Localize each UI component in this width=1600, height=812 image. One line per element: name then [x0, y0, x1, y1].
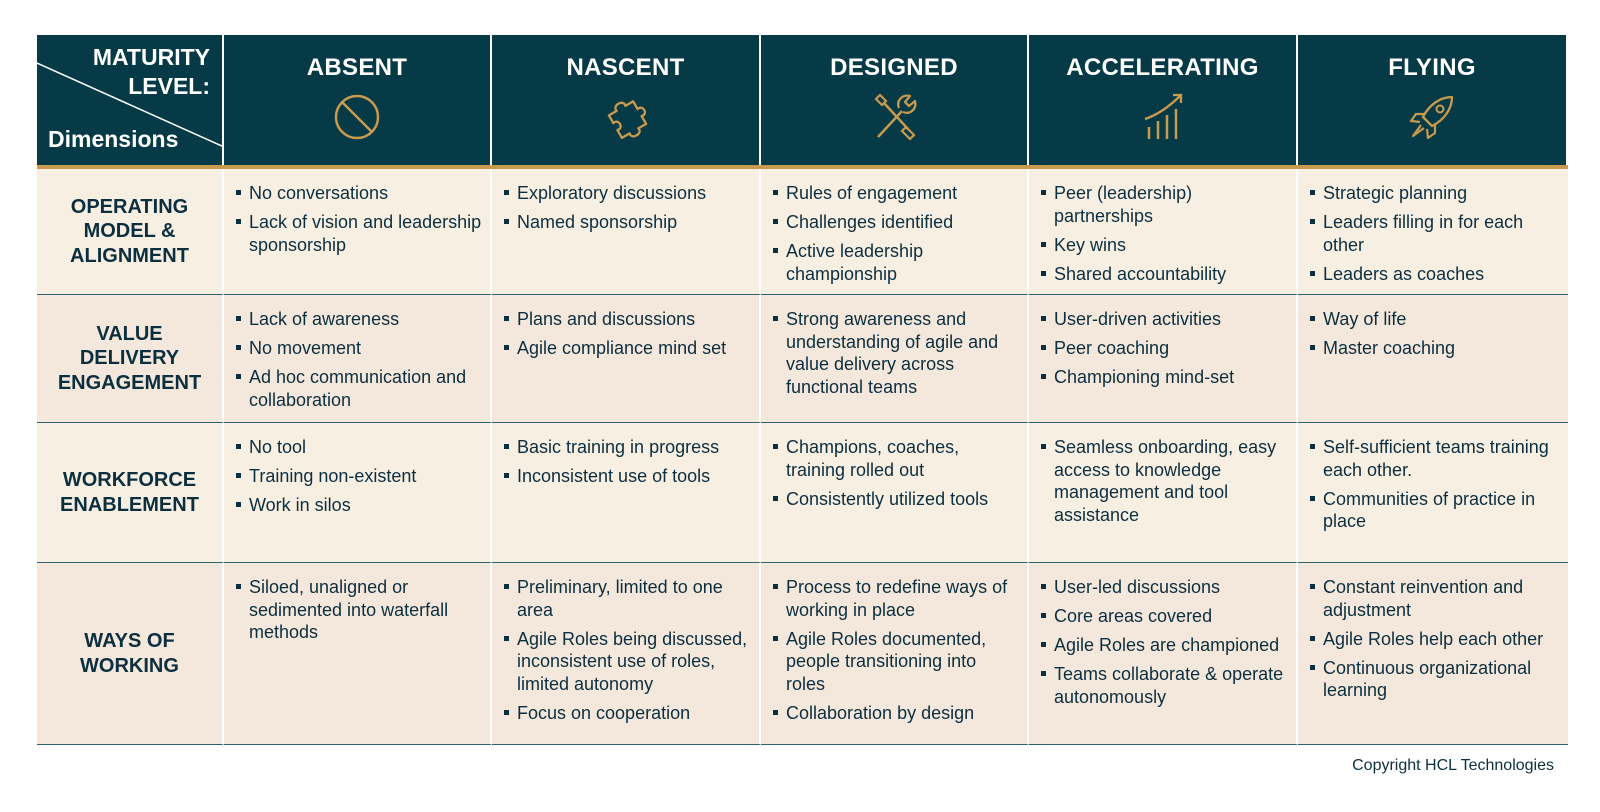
- bullet-item: Teams collaborate & operate autonomously: [1041, 663, 1288, 708]
- bullet-item: Collaboration by design: [773, 702, 1019, 725]
- dimension-label-line: OPERATING: [70, 195, 189, 218]
- rocket-icon: [1404, 89, 1460, 145]
- dimension-label-line: DELIVERY: [79, 347, 180, 370]
- bullet-item: Focus on cooperation: [504, 702, 751, 725]
- dimension-label-line: WAYS OF: [84, 630, 175, 652]
- bullet-item: No tool: [236, 436, 482, 459]
- dimension-operating-model: [37, 169, 224, 295]
- bullet-item: Constant reinvention and adjustment: [1310, 576, 1560, 621]
- bullet-item: Agile Roles are championed: [1041, 634, 1288, 657]
- level-header-designed: [761, 35, 1029, 165]
- level-header-absent: [224, 35, 492, 165]
- cell-workforce-accelerating: [1029, 423, 1298, 563]
- cell-operating-absent: [224, 169, 492, 295]
- bullet-item: Named sponsorship: [504, 211, 751, 234]
- bullet-item: User-led discussions: [1041, 576, 1288, 599]
- puzzle-piece-icon: [598, 89, 654, 145]
- bullet-item: Plans and discussions: [504, 308, 751, 331]
- bullet-item: Core areas covered: [1041, 605, 1288, 628]
- bullet-item: Siloed, unaligned or sedimented into waterfall methods: [236, 576, 482, 644]
- bullet-item: Leaders as coaches: [1310, 263, 1560, 286]
- cell-value-nascent: [492, 295, 761, 423]
- bullet-item: Strategic planning: [1310, 182, 1560, 205]
- bullet-item: Continuous organizational learning: [1310, 657, 1560, 702]
- bullet-item: Peer coaching: [1041, 337, 1288, 360]
- maturity-matrix: [37, 35, 1568, 745]
- bullet-item: Work in silos: [236, 494, 482, 517]
- bullet-item: No conversations: [236, 182, 482, 205]
- level-name: ACCELERATING: [1066, 54, 1259, 81]
- header-corner: [37, 35, 224, 165]
- copyright-notice: Copyright HCL Technologies: [1352, 757, 1554, 774]
- bullet-item: No movement: [236, 337, 482, 360]
- bullet-item: Challenges identified: [773, 211, 1019, 234]
- bullet-item: Key wins: [1041, 234, 1288, 257]
- maturity-level-label: [93, 43, 210, 101]
- cell-ways-flying: [1298, 563, 1568, 745]
- dimension-value-delivery: [37, 295, 224, 423]
- bullet-item: Preliminary, limited to one area: [504, 576, 751, 621]
- cell-operating-accelerating: [1029, 169, 1298, 295]
- cell-value-absent: [224, 295, 492, 423]
- dimension-label-line: WORKING: [80, 654, 179, 677]
- dimension-label-line: MODEL &: [83, 220, 176, 243]
- bullet-item: Inconsistent use of tools: [504, 465, 751, 488]
- bullet-item: Agile Roles documented, people transitioning into roles: [773, 628, 1019, 696]
- dimensions-label: Dimensions: [48, 126, 179, 152]
- bullet-item: Champions, coaches, training rolled out: [773, 436, 1019, 481]
- bullet-item: Rules of engagement: [773, 182, 1019, 205]
- prohibited-icon: [329, 89, 385, 145]
- cell-workforce-nascent: [492, 423, 761, 563]
- bullet-item: Consistently utilized tools: [773, 488, 1019, 511]
- bullet-item: Exploratory discussions: [504, 182, 751, 205]
- bullet-item: Agile Roles help each other: [1310, 628, 1560, 651]
- cell-ways-accelerating: [1029, 563, 1298, 745]
- cell-ways-absent: [224, 563, 492, 745]
- bullet-item: Strong awareness and understanding of agile and value delivery across functional teams: [773, 308, 1019, 398]
- bullet-item: Agile compliance mind set: [504, 337, 751, 360]
- dimension-label-line: WORKFORCE: [62, 469, 197, 491]
- cell-workforce-flying: [1298, 423, 1568, 563]
- bullet-item: Way of life: [1310, 308, 1560, 331]
- bullet-item: Communities of practice in place: [1310, 488, 1560, 533]
- wrench-screwdriver-icon: [866, 89, 922, 145]
- bullet-item: Lack of vision and leadership sponsorship: [236, 211, 482, 256]
- bullet-item: Agile Roles being discussed, inconsistent use of roles, limited autonomy: [504, 628, 751, 696]
- bullet-item: User-driven activities: [1041, 308, 1288, 331]
- dimension-label-line: ALIGNMENT: [70, 244, 189, 267]
- dimension-ways-of-working: [37, 563, 224, 745]
- bullet-item: Seamless onboarding, easy access to knowledge management and tool assistance: [1041, 436, 1288, 526]
- bullet-item: Peer (leadership) partnerships: [1041, 182, 1288, 227]
- cell-operating-designed: [761, 169, 1029, 295]
- bullet-item: Active leadership championship: [773, 240, 1019, 285]
- cell-ways-designed: [761, 563, 1029, 745]
- dimension-label-line: ENABLEMENT: [60, 493, 199, 516]
- dimension-label-line: VALUE: [96, 322, 163, 345]
- bullet-item: Training non-existent: [236, 465, 482, 488]
- bullet-item: Championing mind-set: [1041, 366, 1288, 389]
- cell-value-flying: [1298, 295, 1568, 423]
- cell-value-designed: [761, 295, 1029, 423]
- bullet-item: Basic training in progress: [504, 436, 751, 459]
- bullet-item: Leaders filling in for each other: [1310, 211, 1560, 256]
- bullet-item: Master coaching: [1310, 337, 1560, 360]
- bullet-item: Shared accountability: [1041, 263, 1288, 286]
- bullet-item: Process to redefine ways of working in place: [773, 576, 1019, 621]
- maturity-label-line2: LEVEL:: [128, 73, 210, 99]
- maturity-label-line1: MATURITY: [92, 44, 210, 70]
- level-header-accelerating: [1029, 35, 1298, 165]
- cell-value-accelerating: [1029, 295, 1298, 423]
- cell-operating-nascent: [492, 169, 761, 295]
- bullet-item: Self-sufficient teams training each other.: [1310, 436, 1560, 481]
- cell-operating-flying: [1298, 169, 1568, 295]
- bullet-item: Ad hoc communication and collaboration: [236, 366, 482, 411]
- cell-ways-nascent: [492, 563, 761, 745]
- cell-workforce-designed: [761, 423, 1029, 563]
- level-header-flying: [1298, 35, 1568, 165]
- dimension-label-line: ENGAGEMENT: [57, 371, 202, 394]
- bullet-item: Lack of awareness: [236, 308, 482, 331]
- level-name: NASCENT: [566, 54, 685, 81]
- level-header-nascent: [492, 35, 761, 165]
- growth-chart-icon: [1135, 89, 1191, 145]
- dimension-workforce-enablement: [37, 423, 224, 563]
- level-name: FLYING: [1388, 54, 1476, 81]
- level-name: ABSENT: [306, 54, 408, 81]
- cell-workforce-absent: [224, 423, 492, 563]
- level-name: DESIGNED: [830, 54, 958, 81]
